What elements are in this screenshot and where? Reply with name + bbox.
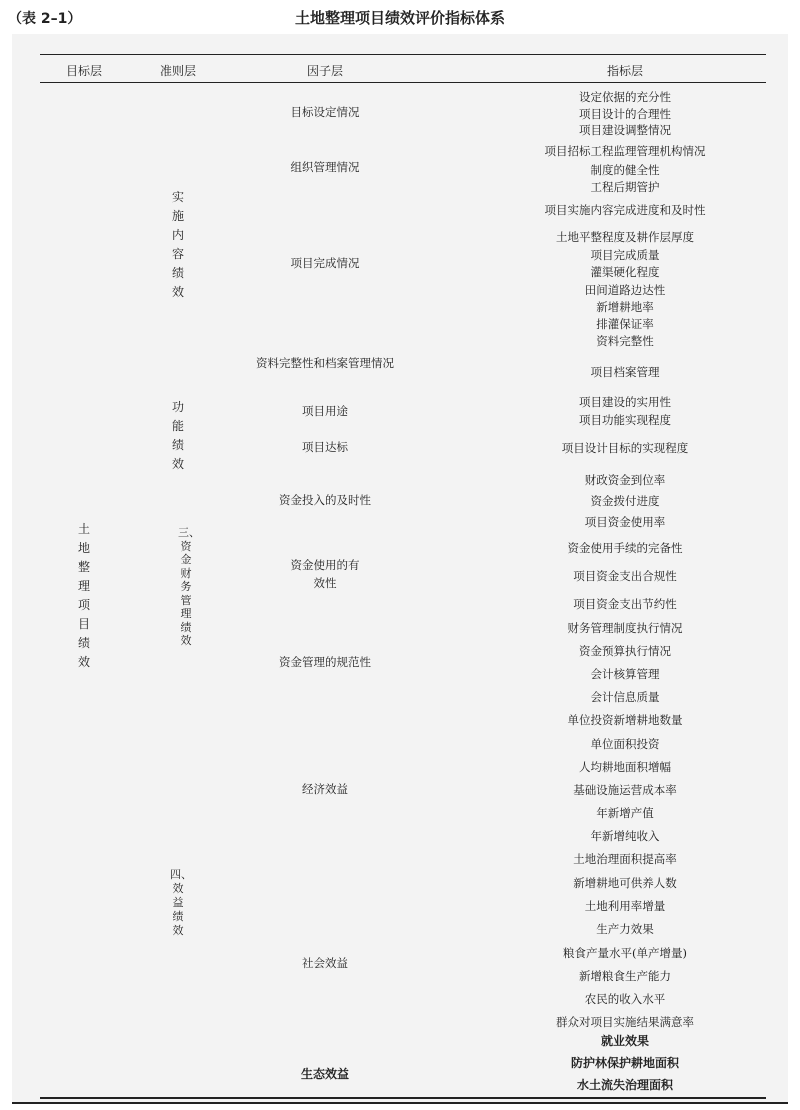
indicator-item: 项目功能实现程度	[579, 413, 671, 427]
indicator-item: 土地利用率增量	[584, 899, 666, 913]
indicator-item: 项目资金支出合规性	[573, 569, 677, 583]
factor-fund-management: 资金管理的规范性	[279, 655, 371, 669]
indicator-item: 项目实施内容完成进度和及时性	[544, 203, 706, 217]
indicator-item: 土地治理面积提高率	[573, 852, 677, 866]
factor-target-met: 项目达标	[302, 440, 348, 454]
indicator-item: 工程后期管护	[590, 180, 660, 194]
indicator-item: 基础设施运营成本率	[573, 783, 677, 797]
table-bottom-rule	[40, 1097, 766, 1099]
indicator-item: 粮食产量水平(单产增量)	[563, 946, 687, 960]
indicator-item: 资金预算执行情况	[579, 644, 671, 658]
factor-social: 社会效益	[302, 956, 348, 970]
factor-archives: 资料完整性和档案管理情况	[256, 356, 394, 370]
indicator-item: 农民的收入水平	[584, 992, 666, 1006]
indicator-item: 项目招标工程监理管理机构情况	[544, 144, 706, 158]
indicator-item: 防护林保护耕地面积	[570, 1056, 680, 1070]
indicator-item: 制度的健全性	[590, 163, 660, 177]
indicator-item: 项目设计的合理性	[579, 107, 671, 121]
indicator-item: 群众对项目实施结果满意率	[556, 1015, 694, 1029]
indicator-item: 年新增纯收入	[590, 829, 660, 843]
indicator-item: 水土流失治理面积	[576, 1078, 674, 1092]
indicator-item: 人均耕地面积增幅	[579, 760, 671, 774]
factor-organization: 组织管理情况	[290, 160, 360, 174]
indicator-item: 会计核算管理	[590, 667, 660, 681]
indicator-item: 年新增产值	[596, 806, 654, 820]
column-header-indicator: 指标层	[606, 64, 644, 78]
factor-goal-setting: 目标设定情况	[290, 105, 360, 119]
indicator-item: 资金拨付进度	[590, 494, 660, 508]
factor-ecological: 生态效益	[300, 1067, 350, 1081]
factor-usage: 项目用途	[302, 404, 348, 418]
indicator-item: 生产力效果	[596, 922, 654, 936]
indicator-item: 项目设计目标的实现程度	[561, 441, 689, 455]
indicator-item: 财务管理制度执行情况	[567, 621, 683, 635]
indicator-item: 灌渠硬化程度	[590, 265, 660, 279]
indicator-item: 项目建设调整情况	[579, 123, 671, 137]
indicator-item: 新增粮食生产能力	[579, 969, 671, 983]
column-header-criteria: 准则层	[159, 64, 197, 78]
criteria-implementation: 实施内容绩效	[171, 190, 184, 299]
indicator-item: 单位投资新增耕地数量	[567, 713, 683, 727]
indicator-item: 项目完成质量	[590, 248, 660, 262]
table-label: （表 2–1）	[8, 11, 82, 27]
title-bar	[0, 0, 800, 34]
criteria-function: 功能绩效	[171, 400, 184, 471]
indicator-item: 项目档案管理	[590, 365, 660, 379]
column-header-goal: 目标层	[65, 64, 103, 78]
indicator-item: 资料完整性	[596, 334, 654, 348]
indicator-item: 项目资金使用率	[584, 515, 666, 529]
indicator-item: 资金使用手续的完备性	[567, 541, 683, 555]
table-top-rule	[40, 54, 766, 55]
table-header-rule	[40, 82, 766, 83]
page-title: 土地整理项目绩效评价指标体系	[294, 9, 505, 27]
indicator-item: 新增耕地率	[596, 300, 654, 314]
indicator-item: 项目资金支出节约性	[573, 597, 677, 611]
indicator-item: 设定依据的充分性	[579, 90, 671, 104]
factor-economic: 经济效益	[302, 782, 348, 796]
factor-fund-effectiveness: 资金使用的有效性	[290, 558, 360, 590]
criteria-benefit: 四、效益绩效	[170, 868, 192, 937]
indicator-item: 财政资金到位率	[584, 473, 666, 487]
indicator-item: 就业效果	[600, 1034, 650, 1048]
indicator-item: 项目建设的实用性	[579, 395, 671, 409]
goal-layer-text: 土地整理项目绩效	[77, 522, 90, 669]
indicator-item: 会计信息质量	[590, 690, 660, 704]
factor-completion: 项目完成情况	[290, 256, 360, 270]
column-header-factor: 因子层	[306, 64, 344, 78]
indicator-item: 新增耕地可供养人数	[573, 876, 677, 890]
indicator-item: 排灌保证率	[596, 317, 654, 331]
indicator-item: 田间道路边达性	[584, 283, 666, 297]
criteria-finance: 三、资金财务管理绩效	[178, 526, 200, 647]
indicator-item: 单位面积投资	[590, 737, 660, 751]
indicator-item: 土地平整程度及耕作层厚度	[556, 230, 694, 244]
factor-fund-timeliness: 资金投入的及时性	[279, 493, 371, 507]
